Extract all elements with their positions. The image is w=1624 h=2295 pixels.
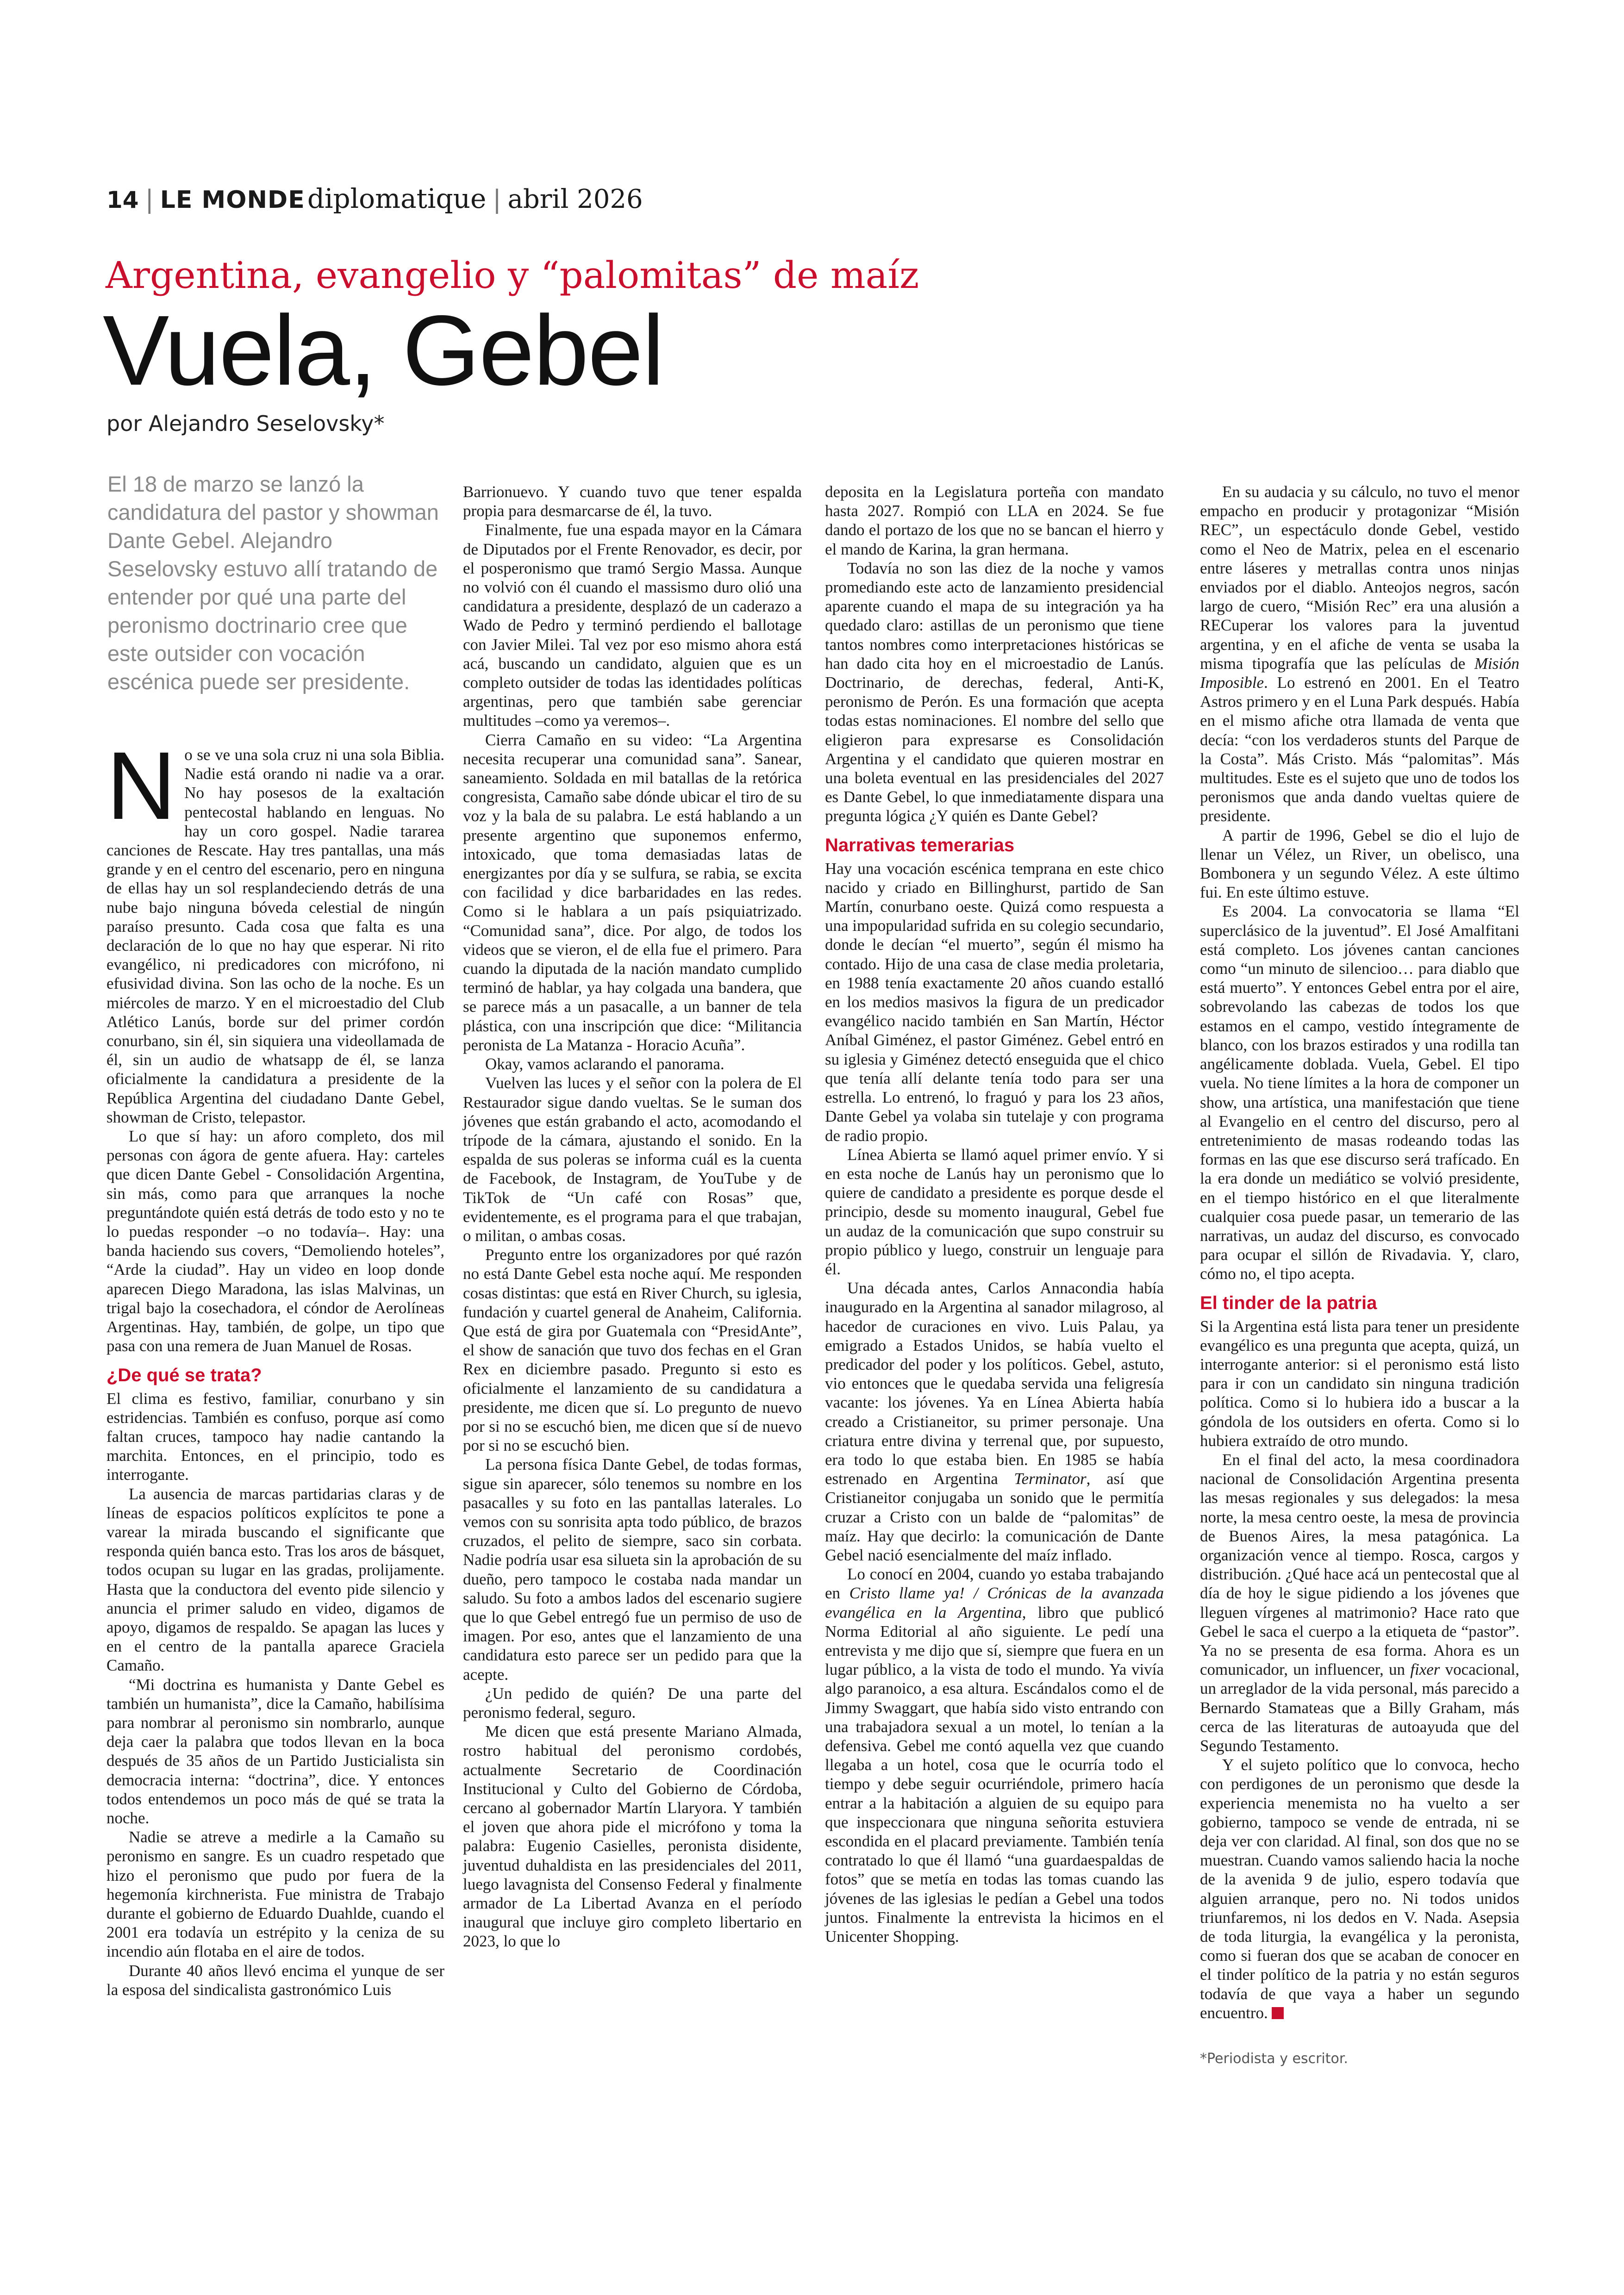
paragraph: El clima es festivo, familiar, conurbano y sin estridencias. También es confuso, porque así como faltan cruces, tampoco hay nadie cantando la marchita. Entonces, en el principio, todo es interrogante. <box>106 1389 444 1484</box>
paragraph: Me dicen que está presente Mariano Almada, rostro habitual del peronismo cordobés, actualmente Secretario de Coordinación Institucional y Culto del Gobierno de Córdoba, cercano al gobernador Martín Llaryora. Y también el joven que ahora pide el micrófono y toma la palabra: Eugenio Casielles, peronista disidente, juventud duhaldista en las presidenciales del 2011, luego lavagnista del Consenso Federal y finalmente armador de La Libertad Avanza en el período inaugural que incluye giro completo libertario en 2023, lo que lo <box>463 1722 802 1951</box>
paragraph: La persona física Dante Gebel, de todas formas, sigue sin aparecer, sólo tenemos su nombre en los pasacalles y su foto en las pantallas laterales. Lo vemos con su sonrisita apta todo público, de brazos cruzados, el pelito de siempre, saco sin corbata. Nadie podría usar esa silueta sin la aprobación de su dueño, pero tampoco le costaba nada mandar un saludo. Su foto a ambos lados del escenario sugiere que lo que Gebel entregó fue un permiso de uso de imagen. Por eso, antes que el lanzamiento de una candidatura esto parece ser un pedido para que la acepte. <box>463 1455 802 1684</box>
column-4 <box>1200 482 1519 2139</box>
article-byline: por Alejandro Seselovsky* <box>106 411 385 436</box>
paragraph: Si la Argentina está lista para tener un presidente evangélico es una pregunta que acepta, quizá, un interrogante anterior: si el peronismo está listo para ir con un candidato sin ninguna tradición política. Como si lo hubiera ido a buscar a la góndola de los outsiders en oferta. Como si lo hubiera extraído de otro mundo. <box>1200 1317 1519 1450</box>
subheading: El tinder de la patria <box>1200 1292 1377 1313</box>
paragraph: No se ve una sola cruz ni una sola Biblia. Nadie está orando ni nadie va a orar. No hay posesos de la exaltación pentecostal hablando en lenguas. No hay un coro gospel. Nadie tararea canciones de Rescate. Hay tres pantallas, una más grande y en el centro del escenario, pero en ninguna de ellas hay un sol resplandeciendo detrás de una nube bajo ninguna bóveda celestial de ningún paraíso presunto. Cada cosa que falta es una declaración de lo que no hay que esperar. Ni rito evangélico, ni predicadores con micrófono, ni efusividad divina. Son las ocho de la noche. Es un miércoles de marzo. Y en el microestadio del Club Atlético Lanús, borde sur del primer cordón conurbano, sin él, sin siquiera una videollamada de él, sin un audio de whatsapp de él, se lanza oficialmente la candidatura a presidente de la República Argentina del ciudadano Dante Gebel, showman de Cristo, telepastor. <box>106 732 444 1126</box>
issue-date: abril 2026 <box>507 184 643 214</box>
page-header <box>106 183 643 225</box>
paragraph: Hay una vocación escénica temprana en este chico nacido y criado en Billinghurst, partido de San Martín, conurbano oeste. Quizá como respuesta a una impopularidad sufrida en su colegio secundario, donde le decían “el muerto”, según él mismo ha contado. Hijo de una casa de clase media proletaria, en 1988 tenía exactamente 20 años cuando estalló en los medios masivos la figura de un predicador evangélico nacido también en San Martín, Héctor Aníbal Giménez, el pastor Giménez. Gebel entró en su iglesia y Giménez detectó enseguida que el chico que tenía allí delante tenía todo para ser una estrella. Lo entrenó, lo fraguó y para los 23 años, Dante Gebel ya volaba sin tutelaje y con programa de radio propio. <box>825 859 1164 1145</box>
brand-suffix: diplomatique <box>307 183 487 214</box>
column-3 <box>825 482 1164 2139</box>
paragraph: Durante 40 años llevó encima el yunque de ser la esposa del sindicalista gastronómico Luis <box>106 1961 444 1999</box>
article-kicker: Argentina, evangelio y “palomitas” de maíz <box>106 254 919 297</box>
paragraph: Y el sujeto político que lo convoca, hecho con perdigones de un peronismo que desde la experiencia menemista no ha vuelto a ser gobierno, tampoco se vende de entrada, ni se deja ver con claridad. Al final, son dos que no se muestran. Cuando vamos saliendo hacia la noche de la avenida 9 de julio, espero todavía que alguien arranque, pero no. Ni todos unidos triunfaremos, ni los dedos en V. Nada. Asepsia de toda liturgia, la evangélica y la peronista, como si fueran dos que se acaban de conocer en el tinder político de la patria y no están seguros todavía de que vaya a haber un segundo encuentro. <box>1200 1756 1519 2022</box>
italic-title: Misión Imposible <box>1200 654 1519 692</box>
paragraph: Línea Abierta se llamó aquel primer envío. Y si en esta noche de Lanús hay un peronismo que lo quiere de candidato a presidente es porque desde el principio, desde su momento inaugural, Gebel fue un audaz de la comunicación que supo construir su propio público y luego, construir un lenguaje para él. <box>825 1145 1164 1278</box>
brand-name: LE MONDE <box>160 186 305 214</box>
drop-cap: N <box>106 732 176 840</box>
subheading: ¿De qué se trata? <box>106 1365 262 1385</box>
header-separator: | <box>493 185 501 214</box>
end-mark-icon <box>1272 2007 1284 2019</box>
paragraph: Lo conocí en 2004, cuando yo estaba trabajando en Cristo llame ya! / Crónicas de la avanzada evangélica en la Argentina, libro que publicó Norma Editorial al año siguiente. Le pedí una entrevista y me dijo que sí, siempre que fuera en un lugar público, a la vista de todo el mundo. Ya vivía algo paranoico, a esa altura. Escándalos como el de Jimmy Swaggart, que había sido visto entrando con una trabajadora sexual a un motel, lo tenían a la defensiva. Gebel me contó aquella vez que cuando llegaba a un hotel, cosa que le ocurría todo el tiempo y debe seguir ocurriéndole, primero hacía entrar a la habitación a alguien de su equipo para que inspeccionara que ninguna señorita estuviera escondida en el placard previamente. También tenía contratado lo que él llamó “una guardaespaldas de fotos” que se metía en todas las tomas cuando las jóvenes de las iglesias le pedían a Gebel una todos juntos. Finalmente la entrevista la hicimos en el Unicenter Shopping. <box>825 1565 1164 1946</box>
paragraph: Finalmente, fue una espada mayor en la Cámara de Diputados por el Frente Renovador, es decir, por el posperonismo que tramó Sergio Massa. Aunque no volvió con él cuando el massismo duro olió una candidatura a presidente, desplazó de un caderazo a Wado de Pedro y terminó perdiendo el ballotage con Javier Milei. Tal vez por eso mismo ahora está acá, buscando un candidato, alguien que es un completo outsider de todas las identidades políticas argentinas, pero que también sabe gerenciar multitudes –como ya veremos–. <box>463 521 802 730</box>
paragraph: En el final del acto, la mesa coordinadora nacional de Consolidación Argentina presenta las mesas regionales y sus delegados: la mesa norte, la mesa centro oeste, la mesa de provincia de Buenos Aires, la mesa patagónica. La organización vence al tiempo. Rosca, cargos y distribución. ¿Qué hace acá un pentecostal que al día de hoy le sigue pidiendo a los jóvenes que lleguen vírgenes al matrimonio? Hace rato que Gebel le saca el cuerpo a la etiqueta de “pastor”. Ya no se presenta de esa forma. Ahora es un comunicador, un influencer, un fixer vocacional, un arreglador de la vida personal, más parecido a Bernardo Stamateas que a Billy Graham, más cerca de las literaturas de autoayuda que del Segundo Testamento. <box>1200 1450 1519 1755</box>
paragraph: Nadie se atreve a medirle a la Camaño su peronismo en sangre. Es un cuadro respetado que hizo el peronismo que pudo por fuera de la hegemonía kirchnerista. Fue ministra de Trabajo durante el gobierno de Eduardo Duahlde, cuando el 2001 era todavía un estrépito y la ceniza de su incendio aún flotaba en el aire de todos. <box>106 1828 444 1961</box>
paragraph: Okay, vamos aclarando el panorama. <box>485 1055 725 1073</box>
article-title: Vuela, Gebel <box>103 294 664 406</box>
paragraph: deposita en la Legislatura porteña con mandato hasta 2027. Rompió con LLA en 2024. Se fue dando el portazo de los que no se bancan el hierro y el mando de Karina, la gran hermana. <box>825 483 1164 558</box>
italic-title: Cristo llame ya! / Crónicas de la avanzada evangélica en la Argentina <box>825 1584 1164 1621</box>
paragraph: Todavía no son las diez de la noche y vamos promediando este acto de lanzamiento presidencial aparente cuando el mapa de su integración ya ha quedado claro: astillas de un peronismo que tiene tantos nombres como interpretaciones históricas se han dado cita hoy en el microestadio de Lanús. Doctrinario, de derechas, federal, Anti-K, peronismo de Perón. Es una formación que acepta todas estas nominaciones. El nombre del sello que eligieron para expresarse es Consolidación Argentina y el candidato que quieren mostrar en una boleta eventual en las presidenciales del 2027 es Dante Gebel, lo que inmediatamente dispara una pregunta lógica ¿Y quién es Dante Gebel? <box>825 559 1164 825</box>
page-number: 14 <box>106 187 139 213</box>
author-footnote: *Periodista y escritor. <box>1200 2051 1348 2067</box>
paragraph: Pregunto entre los organizadores por qué razón no está Dante Gebel esta noche aquí. Me responden cosas distintas: que está en River Church, su iglesia, fundación y cuartel general de Anaheim, California. Que está de gira por Guatemala con “PresidAnte”, el show de sanación que tuvo dos fechas en el Gran Rex en diciembre pasado. Pregunto si esto es oficialmente el lanzamiento de su candidatura a presidente, me dicen que sí. Lo pregunto de nuevo por si no se escuchó bien, me dicen que sí de nuevo por si no se escuchó bien. <box>463 1246 802 1455</box>
header-separator: | <box>145 185 154 214</box>
column-2 <box>463 482 802 2139</box>
paragraph: Barrionuevo. Y cuando tuvo que tener espalda propia para desmarcarse de él, la tuvo. <box>463 483 802 520</box>
column-1 <box>106 732 444 2139</box>
paragraph: “Mi doctrina es humanista y Dante Gebel es también un humanista”, dice la Camaño, habilísima para nombrar al peronismo sin nombrarlo, aunque deja caer la palabra que todos llevan en la boca después de 35 años de un Partido Justicialista sin democracia interna: “doctrina”, dice. Y entonces todos entendemos un poco más de qué se trata la noche. <box>106 1675 444 1827</box>
paragraph: Es 2004. La convocatoria se llama “El superclásico de la juventud”. El José Amalfitani está completo. Los jóvenes cantan canciones como “un minuto de silencioo… para diablo que está muerto”. Y entonces Gebel entra por el aire, sobrevolando las cabezas de todos los que estamos en el campo, vestido íntegramente de blanco, con los brazos estirados y una rodilla tan angélicamente doblada. Vuela, Gebel. El tipo vuela. No tiene límites a la hora de componer un show, una artística, una manifestación que tiene al Evangelio en el centro del discurso, pero al entretenimiento de masas rodeando todas las formas en las que ese discurso será trafícado. En la era donde un mediático se volvió presidente, en el tiempo histórico en el que literalmente cualquier cosa puede pasar, un temerario de las narrativas, un audaz del discurso, es convocado para ocupar el sillón de Rivadavia. Y, claro, cómo no, el tipo acepta. <box>1200 902 1519 1283</box>
paragraph: La ausencia de marcas partidarias claras y de líneas de espacios políticos explícitos te pone a varear la mirada buscando el significante que responda quién banca esto. Tras los aros de básquet, todos ocupan su lugar en las gradas, prolijamente. Hasta que la conductora del evento pide silencio y anuncia el primer saludo en video, digamos de apoyo, digamos de respaldo. Se apagan las luces y en el centro de la pantalla aparece Graciela Camaño. <box>106 1484 444 1675</box>
paragraph: ¿Un pedido de quién? De una parte del peronismo federal, seguro. <box>463 1684 802 1721</box>
paragraph: A partir de 1996, Gebel se dio el lujo de llenar un Vélez, un River, un obelisco, una Bombonera y un segundo Vélez. A este último fui. En este último estuve. <box>1200 826 1519 902</box>
paragraph: Vuelven las luces y el señor con la polera de El Restaurador sigue dando vueltas. Se le suman dos jóvenes que están grabando el acto, acomodando el trípode de la cámara, ajustando el sonido. En la espalda de sus poleras se informa cuál es la cuenta de Facebook, de Instagram, de YouTube y de TikTok de “Un café con Rosas” que, evidentemente, es el programa para el que trabajan, o militan, o ambas cosas. <box>463 1074 802 1245</box>
subheading: Narrativas temerarias <box>825 835 1015 855</box>
paragraph: Lo que sí hay: un aforo completo, dos mil personas con ágora de gente afuera. Hay: carteles que dicen Dante Gebel - Consolidación Argentina, sin más, como para que arranques la noche preguntándote quién está detrás de todo esto y no te lo puedas responder –o no todavía–. Hay: una banda haciendo sus covers, “Demoliendo hoteles”, “Arde la ciudad”. Hay un video en loop donde aparecen Diego Maradona, las islas Malvinas, un trigal bajo la cosechadora, el cóndor de Aerolíneas Argentinas. Hay, también, de golpe, un tipo que pasa con una remera de Juan Manuel de Rosas. <box>106 1127 444 1355</box>
paragraph: Cierra Camaño en su video: “La Argentina necesita recuperar una comunidad sana”. Sanear, saneamiento. Soldada en mil batallas de la retórica congresista, Camaño sabe dónde ubicar el tiro de su voz y la bala de su palabra. Le está hablando a un presente argentino que suponemos enfermo, intoxicado, que toma demasiadas latas de energizantes por día y se sulfura, se rabia, se excita con facilidad y dice barbaridades en las redes. Como si le hablara a un país psiquiatrizado. “Comunidad sana”, dice. Por algo, de todos los videos que se vieron, el de ella fue el primero. Para cuando la diputada de la nación mandato cumplido terminó de hablar, ya hay colgada una bandera, que se parece más a un pasacalle, a un banner de tela plástica, con una inscripción que dice: “Militancia peronista de La Matanza - Horacio Acuña”. <box>463 730 802 1054</box>
italic-word: fixer <box>1410 1660 1440 1679</box>
paragraph: En su audacia y su cálculo, no tuvo el menor empacho en producir y protagonizar “Misión REC”, un espectáculo donde Gebel, vestido como el Neo de Matrix, pelea en el escenario entre láseres y metrallas contra unos ninjas enviados por el diablo. Anteojos negros, sacón largo de cuero, “Misión Rec” era una alusión a RECuperar los valores para la juventud argentina, y en el afiche de venta se usaba la misma tipografía que las películas de Misión Imposible. Lo estrenó en 2001. En el Teatro Astros primero y en el Luna Park después. Había en el mismo afiche otra llamada de venta que decía: “con los verdaderos stunts del Parque de la Costa”. Más Cristo. Más “palomitas”. Más multitudes. Este es el sujeto que uno de todos los peronismos que anda dando vueltas quiere de presidente. <box>1200 483 1519 825</box>
paragraph: Una década antes, Carlos Annacondia había inaugurado en la Argentina al sanador milagroso, al hacedor de curaciones en vivo. Luis Palau, ya emigrado a Estados Unidos, se había vuelto el predicador del poder y los políticos. Gebel, astuto, vio entonces que le quedaba servida una feligresía vacante: los jóvenes. Ya en Línea Abierta había creado a Cristianeitor, su primer personaje. Una criatura entre divina y terrenal que, por supuesto, era todo lo que estaba bien. En 1985 se había estrenado en Argentina Terminator, así que Cristianeitor conjugaba un sonido que le permitía cruzar a Cristo con un balde de “palomitas” de maíz. Hay que decirlo: la comunicación de Dante Gebel nació esencialmente del maíz inflado. <box>825 1279 1164 1564</box>
article-lead: El 18 de marzo se lanzó la candidatura del pastor y showman Dante Gebel. Alejandro Seselovsky estuvo allí tratando de entender por qué una parte del peronismo doctrinario cree que este outsider con vocación escénica puede ser presidente. <box>107 472 439 694</box>
italic-title: Terminator <box>1014 1470 1087 1488</box>
